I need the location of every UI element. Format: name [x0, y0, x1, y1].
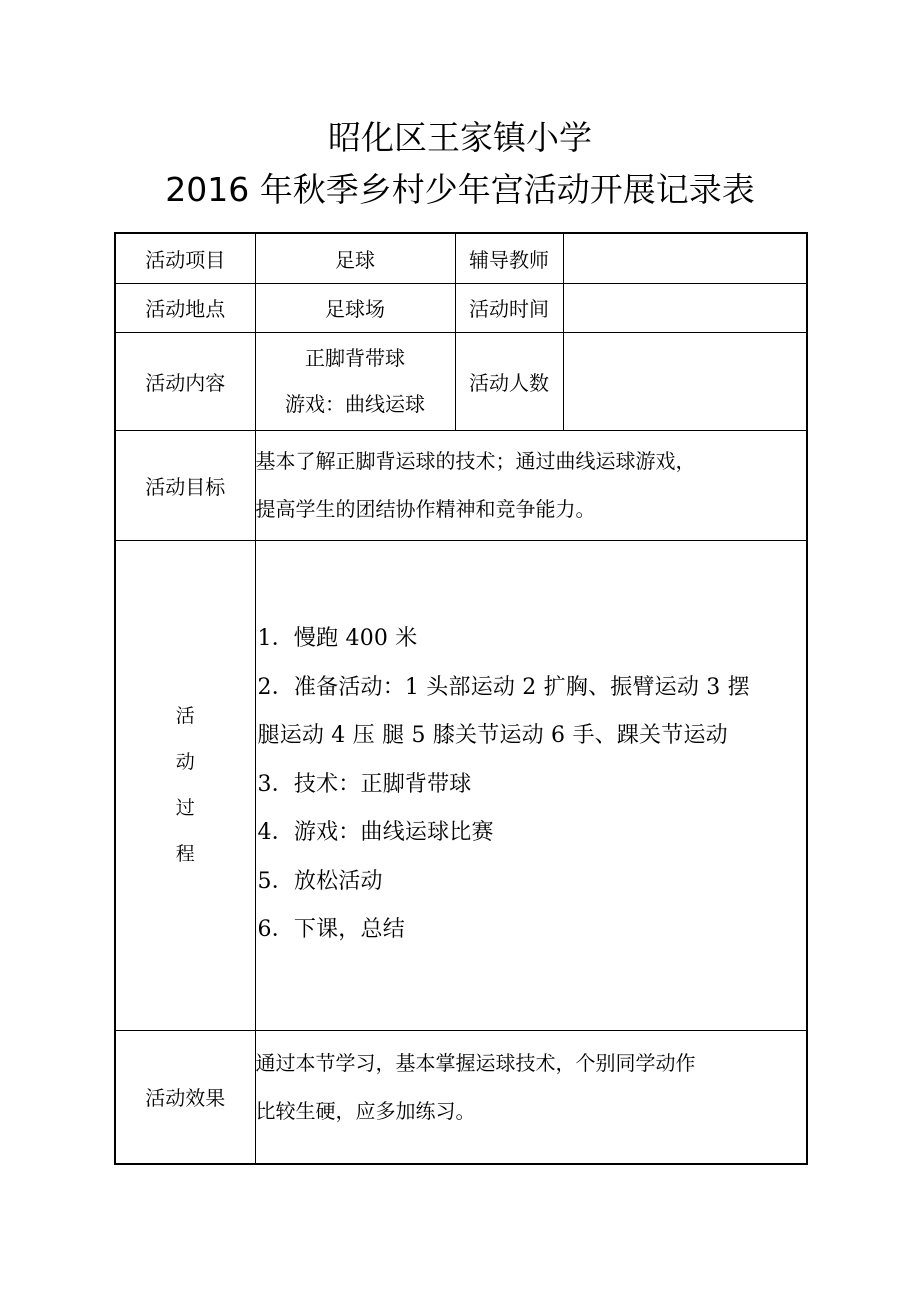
label-activity-goal: 活动目标 — [115, 430, 255, 540]
value-activity-process — [255, 540, 807, 1030]
process-line-5: 4．游戏：曲线运球比赛 — [257, 820, 494, 846]
label-activity-project: 活动项目 — [115, 233, 255, 283]
process-label-char-4: 程 — [175, 843, 195, 865]
content-line-1: 正脚背带球 — [305, 346, 405, 370]
document-title — [0, 112, 920, 216]
effect-line-1: 通过本节学习，基本掌握运球技术，个别同学动作 — [255, 1050, 696, 1075]
row-process — [115, 540, 807, 1030]
label-activity-process — [115, 540, 255, 1030]
value-activity-goal — [255, 430, 807, 540]
value-activity-time — [563, 283, 807, 332]
value-activity-effect — [255, 1030, 807, 1164]
label-activity-effect: 活动效果 — [115, 1030, 255, 1164]
process-label-char-1: 活 — [175, 705, 195, 727]
label-participant-count: 活动人数 — [455, 332, 563, 430]
value-participant-count — [563, 332, 807, 430]
value-activity-content — [255, 332, 455, 430]
label-teacher: 辅导教师 — [455, 233, 563, 283]
effect-line-2: 比较生硬，应多加练习。 — [255, 1098, 476, 1123]
goal-line-1: 基本了解正脚背运球的技术；通过曲线运球游戏， — [255, 449, 696, 473]
title-record-table: 2016 年秋季乡村少年宫活动开展记录表 — [165, 170, 755, 209]
process-label-char-3: 过 — [175, 797, 195, 819]
label-activity-location: 活动地点 — [115, 283, 255, 332]
row-content — [115, 332, 807, 430]
label-activity-content: 活动内容 — [115, 332, 255, 430]
process-line-7: 6．下课，总结 — [257, 917, 405, 943]
value-teacher — [563, 233, 807, 283]
title-school: 昭化区王家镇小学 — [328, 118, 592, 157]
content-line-2: 游戏：曲线运球 — [285, 392, 425, 416]
process-line-4: 3．技术：正脚背带球 — [257, 771, 472, 797]
label-activity-time: 活动时间 — [455, 283, 563, 332]
value-activity-project: 足球 — [255, 233, 455, 283]
goal-line-2: 提高学生的团结协作精神和竞争能力。 — [255, 497, 596, 521]
activity-record-table — [114, 232, 808, 1165]
process-line-3: 腿运动 4 压 腿 5 膝关节运动 6 手、踝关节运动 — [257, 723, 728, 749]
process-line-6: 5．放松活动 — [257, 868, 383, 894]
process-line-1: 1．慢跑 400 米 — [257, 626, 418, 652]
row-location — [115, 283, 807, 332]
process-line-2: 2．准备活动：1 头部运动 2 扩胸、振臂运动 3 摆 — [257, 674, 750, 700]
row-goal — [115, 430, 807, 540]
process-label-char-2: 动 — [175, 751, 195, 773]
row-effect — [115, 1030, 807, 1164]
process-steps — [256, 615, 807, 955]
row-project — [115, 233, 807, 283]
value-activity-location: 足球场 — [255, 283, 455, 332]
